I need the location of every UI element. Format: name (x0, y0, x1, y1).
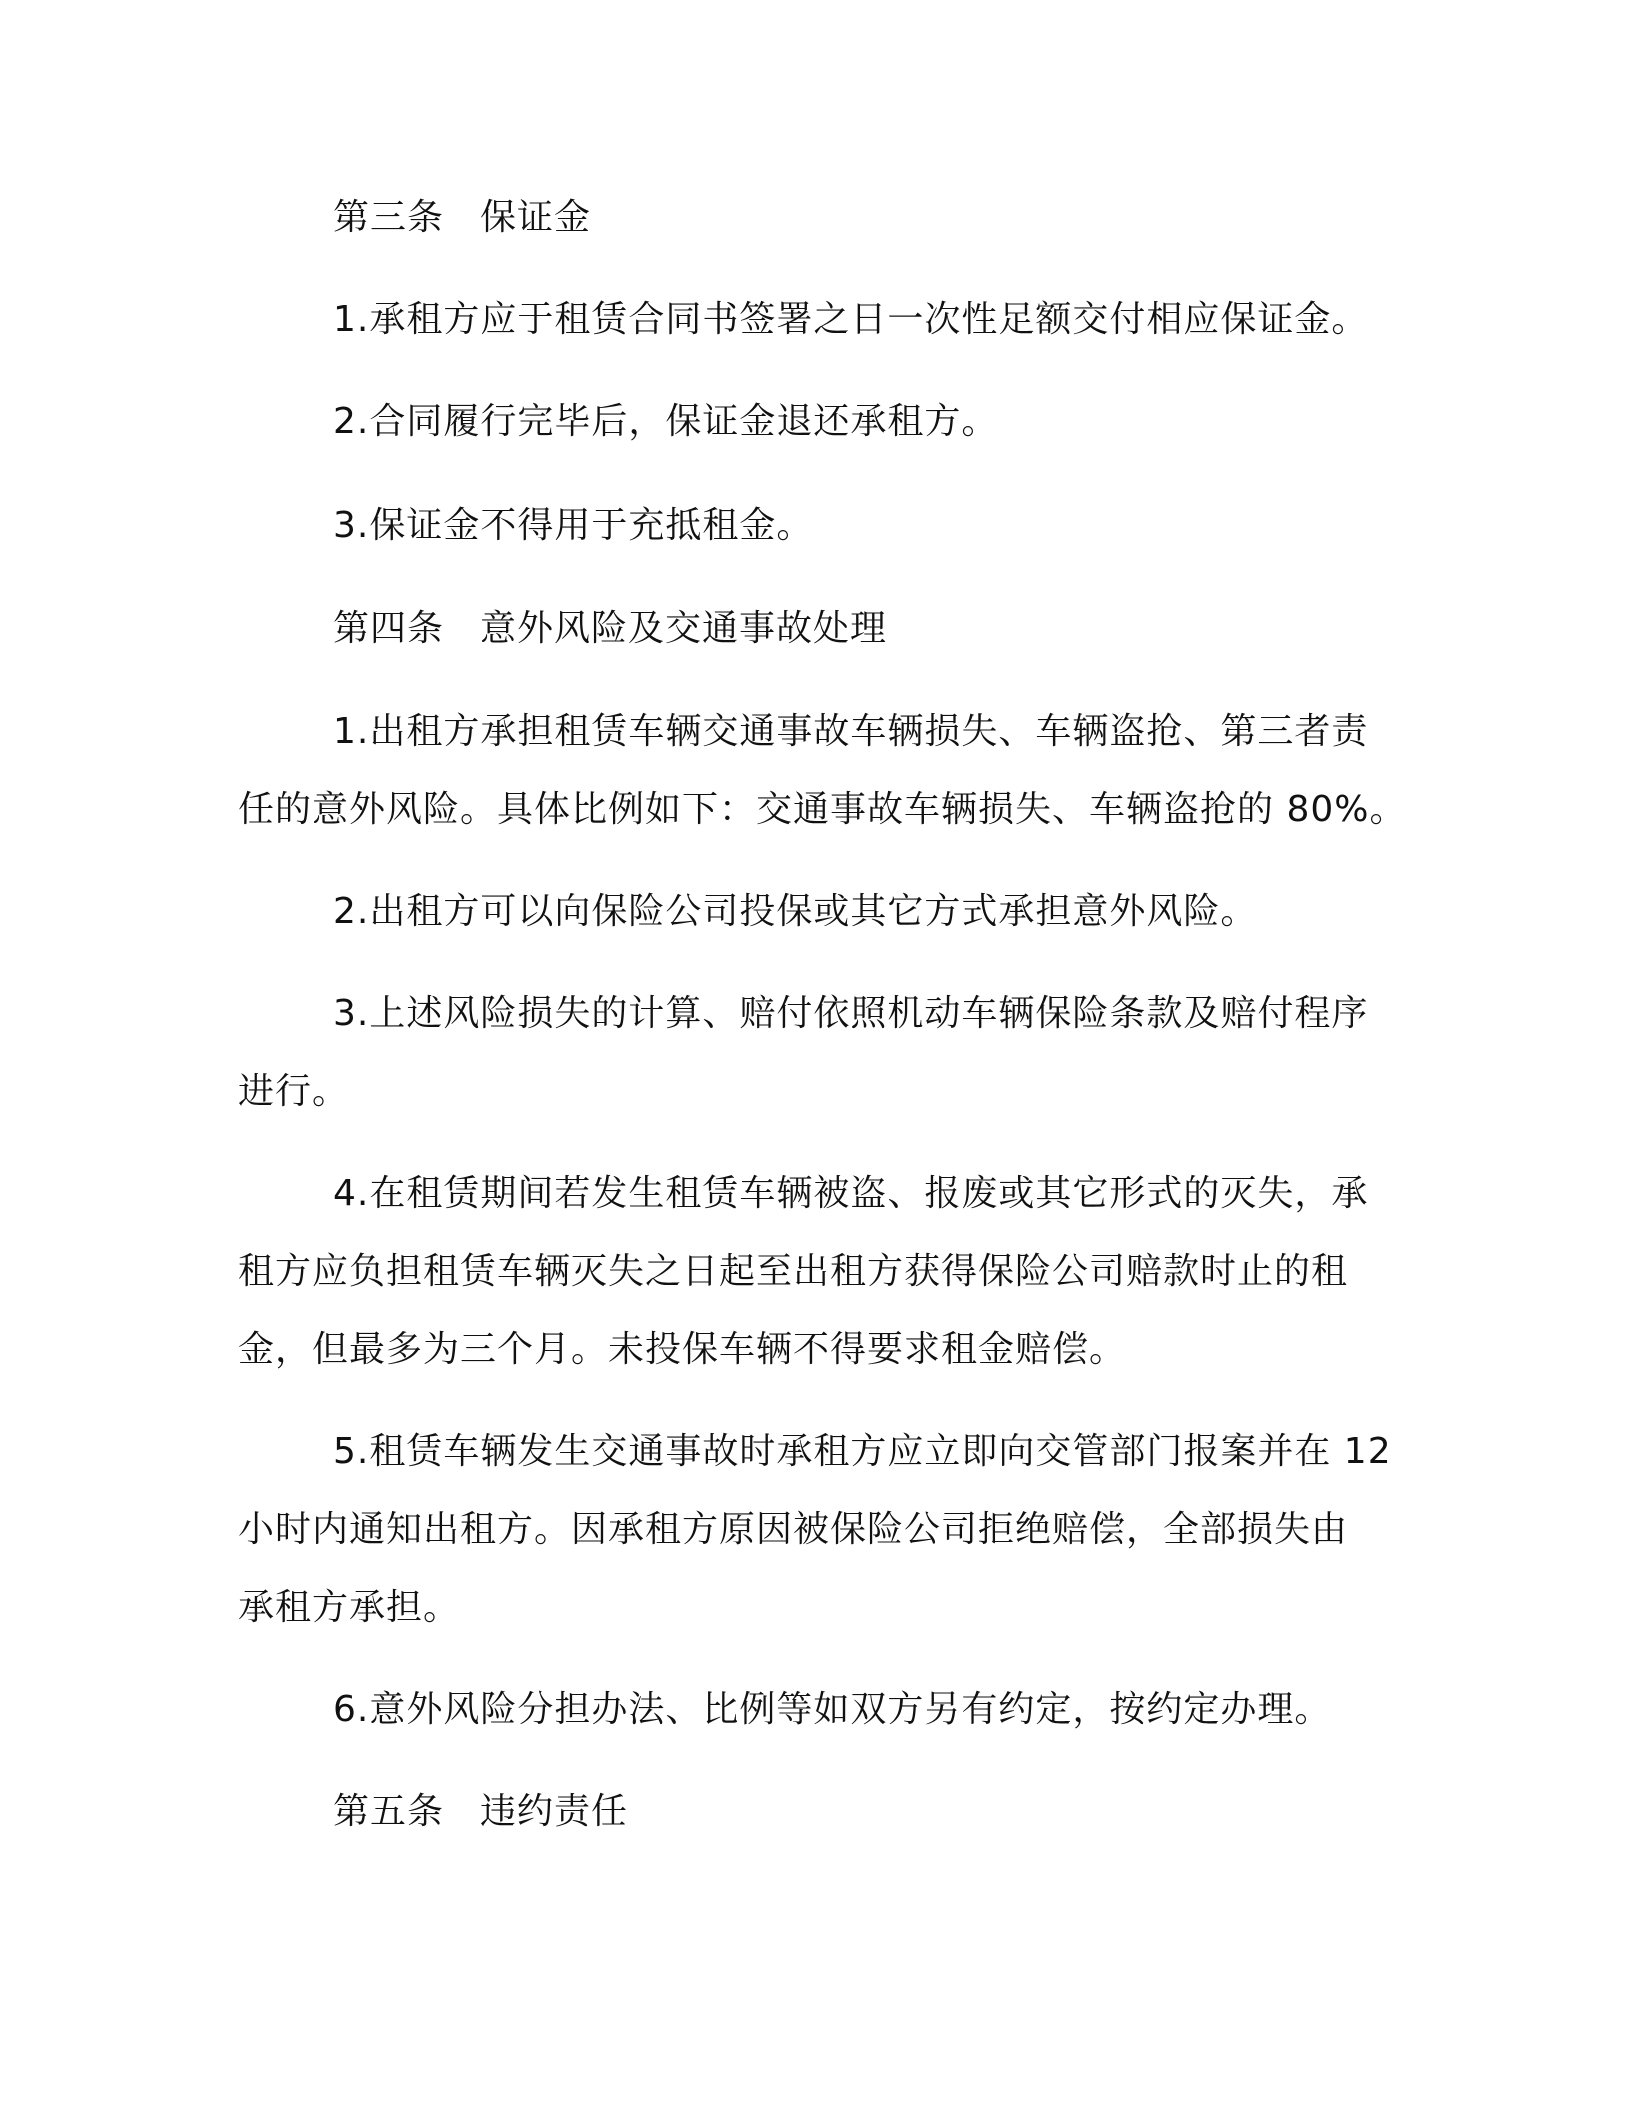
article3-item-1: 1.承租方应于租赁合同书签署之日一次性足额交付相应保证金。 (333, 299, 1369, 340)
article3-number: 第三条 (333, 197, 445, 238)
article4-item-4-line-3: 金，但最多为三个月。未投保车辆不得要求租金赔偿。 (238, 1329, 1127, 1370)
article4-item-3-line-1: 3.上述风险损失的计算、赔付依照机动车辆保险条款及赔付程序 (333, 993, 1369, 1034)
article4-item-5-line-1: 5.租赁车辆发生交通事故时承租方应立即向交管部门报案并在 12 (333, 1431, 1392, 1472)
article4-number: 第四条 (333, 608, 445, 649)
article3-heading (333, 194, 591, 242)
article5-number: 第五条 (333, 1791, 445, 1832)
article4-title: 意外风险及交通事故处理 (480, 608, 888, 649)
article4-item-4-line-1: 4.在租赁期间若发生租赁车辆被盗、报废或其它形式的灭失，承 (333, 1173, 1369, 1214)
article4-item-3-line-2: 进行。 (238, 1071, 350, 1112)
article4-item-4-line-2: 租方应负担租赁车辆灭失之日起至出租方获得保险公司赔款时止的租 (238, 1251, 1349, 1292)
article3-title: 保证金 (480, 197, 592, 238)
article4-item-1-line-1: 1.出租方承担租赁车辆交通事故车辆损失、车辆盗抢、第三者责 (333, 711, 1369, 752)
article4-item-1-line-2: 任的意外风险。具体比例如下：交通事故车辆损失、车辆盗抢的 80%。 (238, 789, 1407, 830)
article4-heading (333, 605, 887, 653)
article4-item-5-line-2: 小时内通知出租方。因承租方原因被保险公司拒绝赔偿，全部损失由 (238, 1509, 1349, 1550)
article4-item-6: 6.意外风险分担办法、比例等如双方另有约定，按约定办理。 (333, 1689, 1332, 1730)
article3-item-2: 2.合同履行完毕后，保证金退还承租方。 (333, 401, 999, 442)
article4-item-5-line-3: 承租方承担。 (238, 1587, 461, 1628)
article5-title: 违约责任 (480, 1791, 629, 1832)
article4-item-2: 2.出租方可以向保险公司投保或其它方式承担意外风险。 (333, 891, 1258, 932)
article5-heading (333, 1788, 628, 1836)
article3-item-3: 3.保证金不得用于充抵租金。 (333, 505, 814, 546)
